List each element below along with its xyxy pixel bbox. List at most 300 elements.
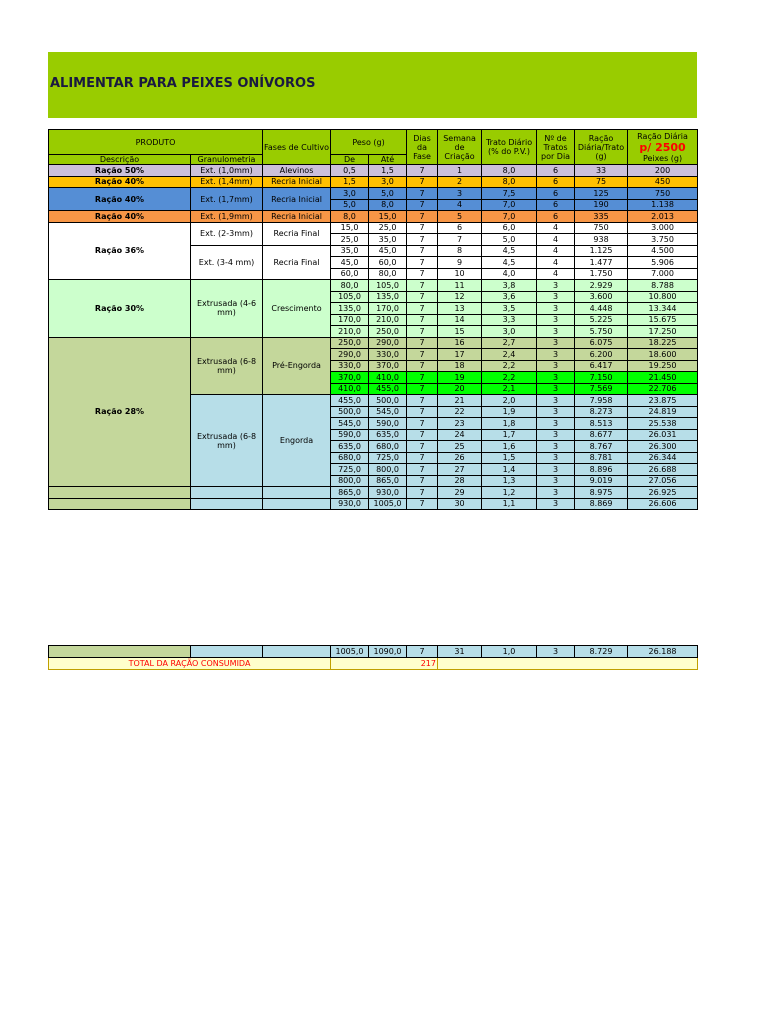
cell-peso-de: 105,0 bbox=[331, 291, 369, 303]
cell-n-tratos: 4 bbox=[537, 257, 575, 269]
cell-dias: 7 bbox=[407, 464, 438, 476]
cell-racao-trato: 5.225 bbox=[575, 314, 628, 326]
cell-semana: 5 bbox=[438, 211, 482, 223]
cell-semana: 17 bbox=[438, 349, 482, 361]
cell-peso-ate: 5,0 bbox=[369, 188, 407, 200]
total-value: 217 bbox=[331, 658, 438, 670]
table-row bbox=[49, 646, 698, 658]
cell-trato: 7,0 bbox=[482, 199, 537, 211]
cell-n-tratos: 3 bbox=[537, 280, 575, 292]
cell-n-tratos: 4 bbox=[537, 234, 575, 246]
cell-racao-diaria: 3.750 bbox=[628, 234, 698, 246]
granulometria-cell: Ext. (3-4 mm) bbox=[191, 245, 263, 280]
cell-racao-diaria: 10.800 bbox=[628, 291, 698, 303]
cell-trato: 4,5 bbox=[482, 245, 537, 257]
fase-cell: Pré-Engorda bbox=[263, 337, 331, 395]
cell-trato: 3,3 bbox=[482, 314, 537, 326]
fase-cell: Recria Final bbox=[263, 245, 331, 280]
cell-racao-diaria: 26.688 bbox=[628, 464, 698, 476]
total-spacer bbox=[438, 658, 698, 670]
cell-peso-ate: 35,0 bbox=[369, 234, 407, 246]
cell-peso-de: 725,0 bbox=[331, 464, 369, 476]
cell-peso-ate: 135,0 bbox=[369, 291, 407, 303]
total-row bbox=[49, 658, 698, 670]
cell-dias: 7 bbox=[407, 498, 438, 510]
cell-trato: 1,4 bbox=[482, 464, 537, 476]
table-row bbox=[49, 280, 698, 292]
fase-cell bbox=[263, 487, 331, 499]
fase-cell: Recria Inicial bbox=[263, 211, 331, 223]
cell-trato: 2,4 bbox=[482, 349, 537, 361]
cell-n-tratos: 3 bbox=[537, 349, 575, 361]
cell-peso-ate: 210,0 bbox=[369, 314, 407, 326]
cell-peso-de: 930,0 bbox=[331, 498, 369, 510]
cell-dias: 7 bbox=[407, 360, 438, 372]
header-descricao: Descrição bbox=[49, 155, 191, 165]
cell-racao-diaria: 26.300 bbox=[628, 441, 698, 453]
cell-trato: 2,1 bbox=[482, 383, 537, 395]
cell-trato: 1,5 bbox=[482, 452, 537, 464]
cell-trato: 8,0 bbox=[482, 165, 537, 177]
cell-peso-de: 590,0 bbox=[331, 429, 369, 441]
cell-dias: 7 bbox=[407, 188, 438, 200]
cell-peso-ate: 250,0 bbox=[369, 326, 407, 338]
cell-dias: 7 bbox=[407, 383, 438, 395]
cell-peso-ate: 1090,0 bbox=[369, 646, 407, 658]
cell-semana: 16 bbox=[438, 337, 482, 349]
cell-peso-de: 80,0 bbox=[331, 280, 369, 292]
cell-racao-diaria: 15.675 bbox=[628, 314, 698, 326]
cell-racao-diaria: 17.250 bbox=[628, 326, 698, 338]
cell-n-tratos: 3 bbox=[537, 383, 575, 395]
cell-trato: 1,9 bbox=[482, 406, 537, 418]
cell-racao-trato: 1.125 bbox=[575, 245, 628, 257]
descricao-cell bbox=[49, 498, 191, 510]
granulometria-cell bbox=[191, 487, 263, 499]
cell-racao-diaria: 24.819 bbox=[628, 406, 698, 418]
cell-trato: 6,0 bbox=[482, 222, 537, 234]
cell-racao-trato: 2.929 bbox=[575, 280, 628, 292]
cell-peso-ate: 45,0 bbox=[369, 245, 407, 257]
cell-semana: 8 bbox=[438, 245, 482, 257]
cell-peso-de: 45,0 bbox=[331, 257, 369, 269]
cell-peso-de: 0,5 bbox=[331, 165, 369, 177]
cell-peso-ate: 500,0 bbox=[369, 395, 407, 407]
last-row-desc bbox=[49, 646, 191, 658]
header-dias: Dias da Fase bbox=[407, 130, 438, 165]
cell-n-tratos: 3 bbox=[537, 487, 575, 499]
cell-dias: 7 bbox=[407, 372, 438, 384]
cell-racao-diaria: 18.600 bbox=[628, 349, 698, 361]
cell-dias: 7 bbox=[407, 176, 438, 188]
cell-trato: 1,8 bbox=[482, 418, 537, 430]
cell-peso-de: 170,0 bbox=[331, 314, 369, 326]
granulometria-cell: Ext. (1,4mm) bbox=[191, 176, 263, 188]
cell-peso-de: 210,0 bbox=[331, 326, 369, 338]
cell-peso-de: 135,0 bbox=[331, 303, 369, 315]
granulometria-cell: Ext. (1,9mm) bbox=[191, 211, 263, 223]
cell-peso-de: 8,0 bbox=[331, 211, 369, 223]
cell-semana: 3 bbox=[438, 188, 482, 200]
table-row bbox=[49, 188, 698, 200]
cell-racao-diaria: 5.906 bbox=[628, 257, 698, 269]
cell-semana: 26 bbox=[438, 452, 482, 464]
cell-n-tratos: 3 bbox=[537, 464, 575, 476]
cell-dias: 7 bbox=[407, 337, 438, 349]
cell-semana: 22 bbox=[438, 406, 482, 418]
cell-semana: 14 bbox=[438, 314, 482, 326]
cell-dias: 7 bbox=[407, 452, 438, 464]
cell-semana: 21 bbox=[438, 395, 482, 407]
cell-racao-trato: 8.767 bbox=[575, 441, 628, 453]
granulometria-cell: Ext. (2-3mm) bbox=[191, 222, 263, 245]
fase-cell: Recria Inicial bbox=[263, 188, 331, 211]
granulometria-cell bbox=[191, 498, 263, 510]
cell-trato: 3,6 bbox=[482, 291, 537, 303]
cell-peso-ate: 865,0 bbox=[369, 475, 407, 487]
cell-n-tratos: 3 bbox=[537, 418, 575, 430]
cell-dias: 7 bbox=[407, 429, 438, 441]
cell-racao-trato: 8.896 bbox=[575, 464, 628, 476]
cell-n-tratos: 4 bbox=[537, 245, 575, 257]
cell-peso-ate: 590,0 bbox=[369, 418, 407, 430]
cell-dias: 7 bbox=[407, 475, 438, 487]
granulometria-cell: Extrusada (4-6 mm) bbox=[191, 280, 263, 338]
header-de: De bbox=[331, 155, 369, 165]
cell-racao-trato: 6.075 bbox=[575, 337, 628, 349]
cell-peso-de: 35,0 bbox=[331, 245, 369, 257]
descricao-cell: Ração 36% bbox=[49, 222, 191, 280]
cell-trato: 8,0 bbox=[482, 176, 537, 188]
cell-racao-trato: 8.869 bbox=[575, 498, 628, 510]
cell-racao-trato: 7.150 bbox=[575, 372, 628, 384]
cell-peso-ate: 290,0 bbox=[369, 337, 407, 349]
cell-peso-de: 455,0 bbox=[331, 395, 369, 407]
title-band bbox=[48, 52, 697, 118]
last-row-table bbox=[48, 645, 698, 670]
descricao-cell: Ração 40% bbox=[49, 211, 191, 223]
table-row bbox=[49, 337, 698, 349]
header-trato: Trato Diário (% do P.V.) bbox=[482, 130, 537, 165]
header-fases: Fases de Cultivo bbox=[263, 130, 331, 165]
cell-racao-diaria: 26.925 bbox=[628, 487, 698, 499]
cell-dias: 7 bbox=[407, 257, 438, 269]
cell-peso-ate: 370,0 bbox=[369, 360, 407, 372]
cell-n-tratos: 3 bbox=[537, 291, 575, 303]
cell-racao-trato: 8.677 bbox=[575, 429, 628, 441]
cell-trato: 2,2 bbox=[482, 372, 537, 384]
total-label: TOTAL DA RAÇÃO CONSUMIDA bbox=[49, 658, 331, 670]
cell-trato: 2,0 bbox=[482, 395, 537, 407]
cell-semana: 24 bbox=[438, 429, 482, 441]
cell-peso-ate: 1005,0 bbox=[369, 498, 407, 510]
fase-cell: Crescimento bbox=[263, 280, 331, 338]
cell-n-tratos: 6 bbox=[537, 211, 575, 223]
cell-trato: 1,1 bbox=[482, 498, 537, 510]
cell-dias: 7 bbox=[407, 211, 438, 223]
cell-semana: 28 bbox=[438, 475, 482, 487]
cell-peso-ate: 635,0 bbox=[369, 429, 407, 441]
cell-peso-de: 1005,0 bbox=[331, 646, 369, 658]
cell-peso-ate: 25,0 bbox=[369, 222, 407, 234]
cell-racao-trato: 938 bbox=[575, 234, 628, 246]
cell-peso-de: 5,0 bbox=[331, 199, 369, 211]
cell-trato: 7,0 bbox=[482, 211, 537, 223]
fase-cell: Engorda bbox=[263, 395, 331, 487]
cell-peso-ate: 15,0 bbox=[369, 211, 407, 223]
cell-dias: 7 bbox=[407, 646, 438, 658]
last-row-fase bbox=[263, 646, 331, 658]
header-peso: Peso (g) bbox=[331, 130, 407, 155]
table-row bbox=[49, 498, 698, 510]
cell-semana: 25 bbox=[438, 441, 482, 453]
cell-dias: 7 bbox=[407, 441, 438, 453]
cell-peso-ate: 105,0 bbox=[369, 280, 407, 292]
header-granulometria: Granulometria bbox=[191, 155, 263, 165]
cell-semana: 12 bbox=[438, 291, 482, 303]
cell-racao-diaria: 18.225 bbox=[628, 337, 698, 349]
cell-dias: 7 bbox=[407, 245, 438, 257]
cell-n-tratos: 3 bbox=[537, 337, 575, 349]
descricao-cell bbox=[49, 487, 191, 499]
cell-racao-diaria: 26.606 bbox=[628, 498, 698, 510]
cell-trato: 3,8 bbox=[482, 280, 537, 292]
cell-trato: 1,3 bbox=[482, 475, 537, 487]
cell-racao-diaria: 750 bbox=[628, 188, 698, 200]
cell-n-tratos: 6 bbox=[537, 165, 575, 177]
cell-trato: 3,0 bbox=[482, 326, 537, 338]
cell-peso-de: 1,5 bbox=[331, 176, 369, 188]
cell-peso-ate: 60,0 bbox=[369, 257, 407, 269]
cell-semana: 10 bbox=[438, 268, 482, 280]
header-ate: Até bbox=[369, 155, 407, 165]
descricao-cell: Ração 28% bbox=[49, 337, 191, 487]
cell-racao-diaria: 200 bbox=[628, 165, 698, 177]
cell-racao-trato: 9.019 bbox=[575, 475, 628, 487]
cell-racao-diaria: 2.013 bbox=[628, 211, 698, 223]
cell-n-tratos: 3 bbox=[537, 429, 575, 441]
cell-peso-de: 865,0 bbox=[331, 487, 369, 499]
cell-racao-diaria: 4.500 bbox=[628, 245, 698, 257]
descricao-cell: Ração 50% bbox=[49, 165, 191, 177]
table-row bbox=[49, 165, 698, 177]
cell-n-tratos: 3 bbox=[537, 498, 575, 510]
cell-n-tratos: 3 bbox=[537, 360, 575, 372]
cell-peso-ate: 8,0 bbox=[369, 199, 407, 211]
header-semana: Semana de Criação bbox=[438, 130, 482, 165]
table-row bbox=[49, 487, 698, 499]
cell-peso-ate: 330,0 bbox=[369, 349, 407, 361]
cell-racao-trato: 750 bbox=[575, 222, 628, 234]
cell-racao-diaria: 8.788 bbox=[628, 280, 698, 292]
cell-trato: 2,2 bbox=[482, 360, 537, 372]
granulometria-cell: Extrusada (6-8 mm) bbox=[191, 395, 263, 487]
cell-peso-ate: 680,0 bbox=[369, 441, 407, 453]
cell-semana: 1 bbox=[438, 165, 482, 177]
cell-racao-diaria: 26.344 bbox=[628, 452, 698, 464]
cell-dias: 7 bbox=[407, 234, 438, 246]
cell-peso-ate: 80,0 bbox=[369, 268, 407, 280]
cell-trato: 1,2 bbox=[482, 487, 537, 499]
cell-racao-trato: 1.477 bbox=[575, 257, 628, 269]
cell-trato: 1,7 bbox=[482, 429, 537, 441]
descricao-cell: Ração 40% bbox=[49, 188, 191, 211]
cell-dias: 7 bbox=[407, 314, 438, 326]
cell-peso-ate: 1,5 bbox=[369, 165, 407, 177]
cell-racao-trato: 1.750 bbox=[575, 268, 628, 280]
header-ntratos: Nº de Tratos por Dia bbox=[537, 130, 575, 165]
cell-n-tratos: 4 bbox=[537, 268, 575, 280]
cell-peso-de: 410,0 bbox=[331, 383, 369, 395]
cell-peso-de: 25,0 bbox=[331, 234, 369, 246]
cell-racao-trato: 6.200 bbox=[575, 349, 628, 361]
last-row-gran bbox=[191, 646, 263, 658]
cell-semana: 13 bbox=[438, 303, 482, 315]
cell-n-tratos: 3 bbox=[537, 452, 575, 464]
cell-racao-trato: 5.750 bbox=[575, 326, 628, 338]
table-row bbox=[49, 211, 698, 223]
cell-n-tratos: 3 bbox=[537, 326, 575, 338]
cell-trato: 4,0 bbox=[482, 268, 537, 280]
cell-racao-trato: 3.600 bbox=[575, 291, 628, 303]
cell-racao-trato: 125 bbox=[575, 188, 628, 200]
cell-n-tratos: 3 bbox=[537, 406, 575, 418]
cell-trato: 4,5 bbox=[482, 257, 537, 269]
cell-trato: 1,6 bbox=[482, 441, 537, 453]
cell-trato: 3,5 bbox=[482, 303, 537, 315]
cell-peso-de: 290,0 bbox=[331, 349, 369, 361]
cell-n-tratos: 6 bbox=[537, 188, 575, 200]
cell-racao-trato: 8.729 bbox=[575, 646, 628, 658]
cell-n-tratos: 4 bbox=[537, 222, 575, 234]
cell-peso-ate: 725,0 bbox=[369, 452, 407, 464]
cell-semana: 18 bbox=[438, 360, 482, 372]
cell-racao-diaria: 1.138 bbox=[628, 199, 698, 211]
cell-racao-diaria: 450 bbox=[628, 176, 698, 188]
cell-racao-diaria: 27.056 bbox=[628, 475, 698, 487]
fase-cell: Recria Inicial bbox=[263, 176, 331, 188]
cell-peso-de: 250,0 bbox=[331, 337, 369, 349]
cell-peso-de: 800,0 bbox=[331, 475, 369, 487]
cell-peso-de: 3,0 bbox=[331, 188, 369, 200]
granulometria-cell: Ext. (1,0mm) bbox=[191, 165, 263, 177]
cell-dias: 7 bbox=[407, 326, 438, 338]
cell-racao-diaria: 22.706 bbox=[628, 383, 698, 395]
cell-racao-trato: 7.958 bbox=[575, 395, 628, 407]
cell-dias: 7 bbox=[407, 280, 438, 292]
cell-peso-ate: 170,0 bbox=[369, 303, 407, 315]
cell-peso-ate: 800,0 bbox=[369, 464, 407, 476]
cell-peso-de: 635,0 bbox=[331, 441, 369, 453]
fase-cell: Alevinos bbox=[263, 165, 331, 177]
cell-semana: 7 bbox=[438, 234, 482, 246]
cell-dias: 7 bbox=[407, 406, 438, 418]
cell-peso-de: 680,0 bbox=[331, 452, 369, 464]
cell-racao-diaria: 19.250 bbox=[628, 360, 698, 372]
cell-dias: 7 bbox=[407, 487, 438, 499]
cell-trato: 1,0 bbox=[482, 646, 537, 658]
cell-semana: 23 bbox=[438, 418, 482, 430]
cell-racao-trato: 8.781 bbox=[575, 452, 628, 464]
cell-racao-diaria: 26.188 bbox=[628, 646, 698, 658]
cell-racao-trato: 8.513 bbox=[575, 418, 628, 430]
cell-racao-diaria: 23.875 bbox=[628, 395, 698, 407]
cell-n-tratos: 3 bbox=[537, 314, 575, 326]
cell-dias: 7 bbox=[407, 268, 438, 280]
cell-dias: 7 bbox=[407, 418, 438, 430]
cell-semana: 27 bbox=[438, 464, 482, 476]
granulometria-cell: Extrusada (6-8 mm) bbox=[191, 337, 263, 395]
descricao-cell: Ração 40% bbox=[49, 176, 191, 188]
cell-semana: 6 bbox=[438, 222, 482, 234]
cell-semana: 9 bbox=[438, 257, 482, 269]
cell-racao-trato: 33 bbox=[575, 165, 628, 177]
cell-peso-de: 15,0 bbox=[331, 222, 369, 234]
cell-trato: 5,0 bbox=[482, 234, 537, 246]
cell-racao-diaria: 13.344 bbox=[628, 303, 698, 315]
cell-dias: 7 bbox=[407, 199, 438, 211]
cell-racao-trato: 6.417 bbox=[575, 360, 628, 372]
feeding-table bbox=[48, 129, 698, 510]
cell-racao-trato: 190 bbox=[575, 199, 628, 211]
cell-dias: 7 bbox=[407, 395, 438, 407]
cell-racao-trato: 7.569 bbox=[575, 383, 628, 395]
cell-peso-de: 545,0 bbox=[331, 418, 369, 430]
cell-dias: 7 bbox=[407, 222, 438, 234]
cell-dias: 7 bbox=[407, 349, 438, 361]
cell-peso-de: 370,0 bbox=[331, 372, 369, 384]
cell-semana: 29 bbox=[438, 487, 482, 499]
cell-racao-diaria: 3.000 bbox=[628, 222, 698, 234]
cell-peso-de: 500,0 bbox=[331, 406, 369, 418]
header-racao-trato: Ração Diária/Trato (g) bbox=[575, 130, 628, 165]
cell-n-tratos: 3 bbox=[537, 395, 575, 407]
cell-peso-de: 330,0 bbox=[331, 360, 369, 372]
cell-racao-diaria: 25.538 bbox=[628, 418, 698, 430]
cell-racao-diaria: 7.000 bbox=[628, 268, 698, 280]
header-racao-diaria-label: Ração Diária bbox=[637, 131, 688, 141]
cell-semana: 15 bbox=[438, 326, 482, 338]
cell-peso-de: 60,0 bbox=[331, 268, 369, 280]
cell-semana: 31 bbox=[438, 646, 482, 658]
cell-racao-trato: 8.975 bbox=[575, 487, 628, 499]
cell-peso-ate: 3,0 bbox=[369, 176, 407, 188]
header-p2500: p/ 2500 bbox=[639, 140, 686, 154]
cell-semana: 11 bbox=[438, 280, 482, 292]
cell-peso-ate: 455,0 bbox=[369, 383, 407, 395]
cell-trato: 7,5 bbox=[482, 188, 537, 200]
descricao-cell: Ração 30% bbox=[49, 280, 191, 338]
cell-semana: 19 bbox=[438, 372, 482, 384]
cell-racao-trato: 75 bbox=[575, 176, 628, 188]
cell-n-tratos: 3 bbox=[537, 475, 575, 487]
cell-n-tratos: 3 bbox=[537, 646, 575, 658]
cell-n-tratos: 3 bbox=[537, 441, 575, 453]
cell-n-tratos: 3 bbox=[537, 372, 575, 384]
page-title: ALIMENTAR PARA PEIXES ONÍVOROS bbox=[50, 76, 316, 91]
cell-n-tratos: 3 bbox=[537, 303, 575, 315]
cell-racao-trato: 335 bbox=[575, 211, 628, 223]
header-racao-diaria bbox=[628, 130, 698, 165]
header-produto: PRODUTO bbox=[49, 130, 263, 155]
cell-dias: 7 bbox=[407, 165, 438, 177]
fase-cell bbox=[263, 498, 331, 510]
table-row bbox=[49, 222, 698, 234]
header-peixes: Peixes (g) bbox=[642, 153, 683, 163]
fase-cell: Recria Final bbox=[263, 222, 331, 245]
cell-semana: 4 bbox=[438, 199, 482, 211]
cell-racao-trato: 8.273 bbox=[575, 406, 628, 418]
